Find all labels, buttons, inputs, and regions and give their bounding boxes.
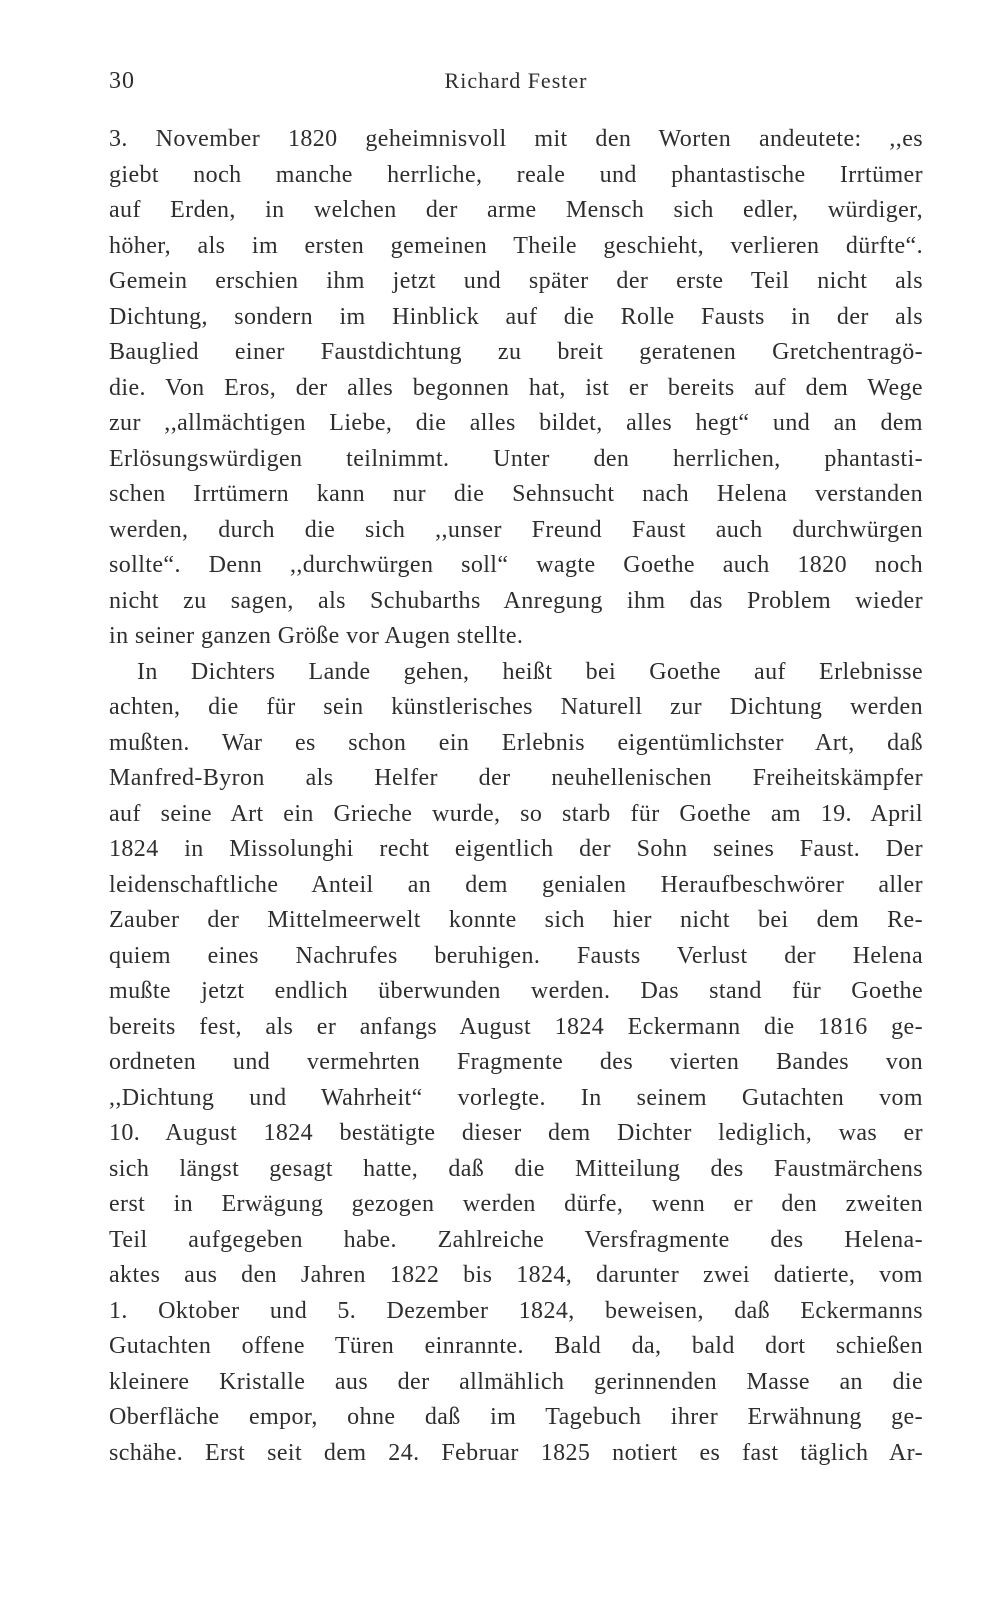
text-line: schähe. Erst seit dem 24. Februar 1825 notiert es fast täglich Ar- [109, 1439, 923, 1466]
text-line: Gutachten offene Türen einrannte. Bald da, bald dort schießen [109, 1333, 923, 1359]
text-line: schen Irrtümern kann nur die Sehnsucht nach Helena verstanden [109, 481, 923, 507]
text-line: werden, durch die sich ,,unser Freund Faust auch durchwürgen [109, 516, 923, 543]
text-line: zur ,,allmächtigen Liebe, die alles bildet, alles hegt“ und an dem [109, 410, 923, 436]
text-line: aktes aus den Jahren 1822 bis 1824, darunter zwei datierte, vom [109, 1262, 923, 1288]
text-line: 1824 in Missolunghi recht eigentlich der Sohn seines Faust. Der [109, 836, 923, 862]
text-line: die. Von Eros, der alles begonnen hat, ist er bereits auf dem Wege [109, 374, 923, 401]
text-line: in seiner ganzen Größe vor Augen stellte. [109, 623, 524, 649]
text-line: mußten. War es schon ein Erlebnis eigentümlichster Art, daß [109, 729, 923, 756]
text-line: 10. August 1824 bestätigte dieser dem Dichter lediglich, was er [109, 1120, 923, 1146]
text-line: höher, als im ersten gemeinen Theile geschieht, verlieren dürfte“. [109, 232, 923, 259]
text-line: nicht zu sagen, als Schubarths Anregung ihm das Problem wieder [109, 587, 923, 614]
text-line: ordneten und vermehrten Fragmente des vierten Bandes von [109, 1049, 923, 1075]
text-line: mußte jetzt endlich überwunden werden. Das stand für Goethe [109, 978, 923, 1004]
text-line: achten, die für sein künstlerisches Naturell zur Dichtung werden [109, 694, 923, 720]
body-text [109, 122, 923, 1471]
running-head: Richard Fester [444, 68, 588, 93]
text-line: kleinere Kristalle aus der allmählich gerinnenden Masse an die [109, 1368, 923, 1395]
text-line: Manfred-Byron als Helfer der neuhellenischen Freiheitskämpfer [109, 765, 923, 791]
text-line: leidenschaftliche Anteil an dem genialen Heraufbeschwörer aller [109, 871, 923, 898]
text-line: 3. November 1820 geheimnisvoll mit den Worten andeutete: ,,es [109, 126, 923, 152]
text-line: bereits fest, als er anfangs August 1824 Eckermann die 1816 ge- [109, 1013, 923, 1040]
text-line: Dichtung, sondern im Hinblick auf die Rolle Fausts in der als [109, 303, 923, 330]
text-line: Zauber der Mittelmeerwelt konnte sich hier nicht bei dem Re- [109, 907, 923, 933]
text-line: Erlösungswürdigen teilnimmt. Unter den herrlichen, phantasti- [109, 445, 923, 472]
text-line: sollte“. Denn ,,durchwürgen soll“ wagte Goethe auch 1820 noch [109, 552, 923, 578]
text-line: Teil aufgegeben habe. Zahlreiche Versfragmente des Helena- [109, 1226, 923, 1253]
text-line: 1. Oktober und 5. Dezember 1824, beweisen, daß Eckermanns [109, 1297, 923, 1324]
text-line: In Dichters Lande gehen, heißt bei Goethe auf Erlebnisse [137, 658, 923, 685]
text-line: Bauglied einer Faustdichtung zu breit geratenen Gretchentragö- [109, 339, 923, 365]
text-line: auf Erden, in welchen der arme Mensch sich edler, würdiger, [109, 197, 923, 223]
text-line: Gemein erschien ihm jetzt und später der erste Teil nicht als [109, 268, 923, 294]
text-line: quiem eines Nachrufes beruhigen. Fausts Verlust der Helena [109, 942, 923, 969]
text-line: auf seine Art ein Grieche wurde, so starb für Goethe am 19. April [109, 800, 923, 827]
text-line: sich längst gesagt hatte, daß die Mitteilung des Faustmärchens [109, 1155, 923, 1182]
page-number: 30 [109, 68, 135, 94]
text-line: erst in Erwägung gezogen werden dürfe, wenn er den zweiten [109, 1191, 923, 1217]
page-header [109, 68, 923, 98]
text-line: giebt noch manche herrliche, reale und phantastische Irrtümer [109, 161, 923, 188]
text-line: Oberfläche empor, ohne daß im Tagebuch ihrer Erwähnung ge- [109, 1404, 923, 1430]
text-line: ,,Dichtung und Wahrheit“ vorlegte. In seinem Gutachten vom [109, 1084, 923, 1111]
